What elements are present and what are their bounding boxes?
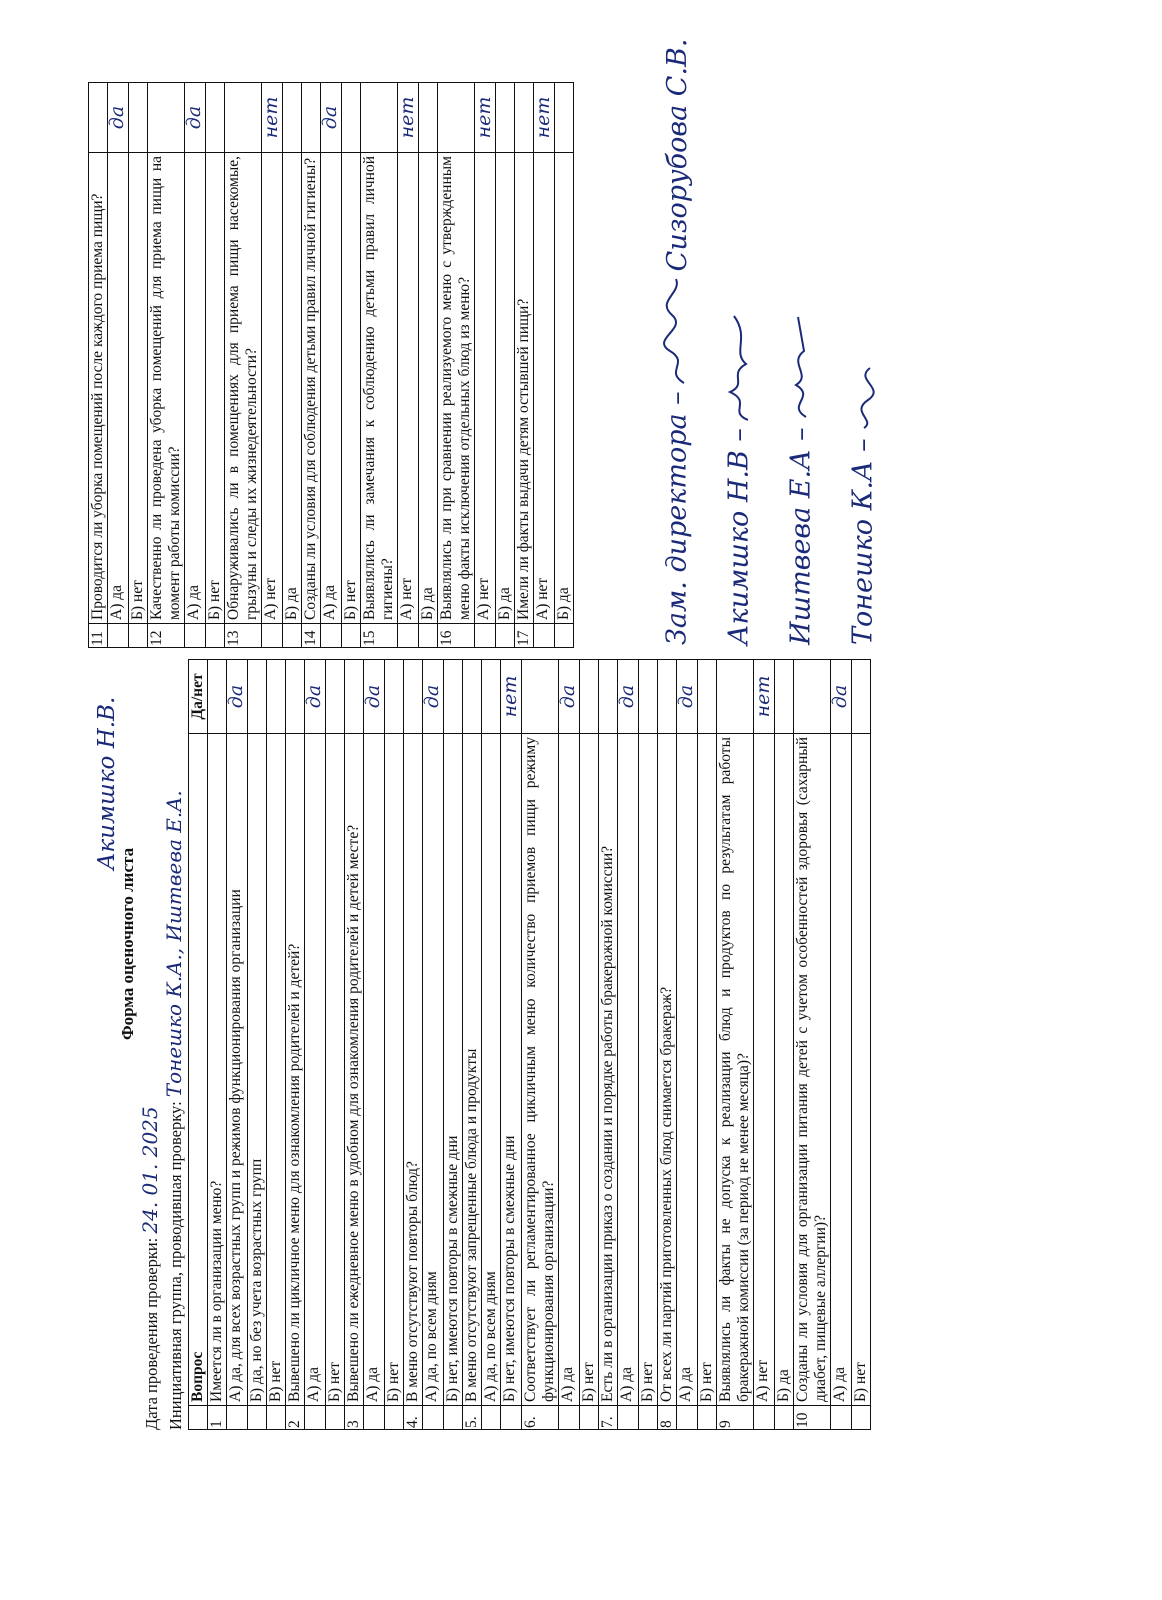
row-answer-cell (321, 83, 342, 153)
row-question: А) нет (754, 734, 775, 1406)
row-answer-cell (342, 83, 361, 153)
row-answer-cell (423, 660, 444, 734)
table-row (698, 660, 717, 1430)
row-answer-cell (698, 660, 717, 734)
row-number (831, 1406, 852, 1430)
row-answer-cell (775, 660, 794, 734)
row-number: 17 (515, 624, 534, 648)
row-answer: да (616, 684, 638, 709)
inspection-group-line (162, 790, 186, 1430)
table-row (227, 660, 248, 1430)
row-number: 1 (208, 1406, 227, 1430)
table-row (129, 83, 148, 648)
row-question: Б) нет (580, 734, 599, 1406)
row-number: 3 (345, 1406, 364, 1430)
inspection-date-line (138, 1106, 162, 1430)
row-number (496, 624, 515, 648)
row-question: А) да, по всем дням (423, 734, 444, 1406)
row-number: 13 (225, 624, 262, 648)
row-question: Соответствует ли регламентированное цикличным меню количество приемов пищи режиму функционирования организации? (522, 734, 559, 1406)
row-answer: да (829, 684, 851, 709)
row-number: 11 (89, 624, 108, 648)
handwritten-signature-mark (846, 322, 882, 432)
handwritten-signature-mark (660, 275, 696, 385)
table-row (345, 660, 364, 1430)
table-row (108, 83, 129, 648)
row-number (185, 624, 206, 648)
row-question: Выявлялись ли факты не допуска к реализации блюд и продуктов по результатам работы бракеражной комиссии (за период не менее месяца)? (717, 734, 754, 1406)
signature-line (660, 39, 696, 645)
table-row (248, 660, 267, 1430)
signature-line (846, 322, 882, 645)
table-header-row (189, 660, 208, 1430)
row-answer-cell (580, 660, 599, 734)
table-row (775, 660, 794, 1430)
row-answer-cell (717, 660, 754, 734)
row-question: Б) нет (326, 734, 345, 1406)
row-number: 14 (302, 624, 321, 648)
table-row (555, 83, 574, 648)
row-question: От всех ли партий приготовленных блюд снимается бракераж? (658, 734, 677, 1406)
row-question: Имеется ли в организации меню? (208, 734, 227, 1406)
row-number (342, 624, 361, 648)
inspection-group-value: Тонешко К.А., Иштвева Е.А. (162, 790, 186, 1098)
row-answer: да (675, 684, 697, 709)
row-answer: нет (396, 96, 418, 139)
row-number: 15 (361, 624, 398, 648)
row-question: А) да, для всех возрастных групп и режимов функционирования организации (227, 734, 248, 1406)
row-answer-cell (326, 660, 345, 734)
row-answer-cell (444, 660, 463, 734)
row-number (559, 1406, 580, 1430)
table-row (639, 660, 658, 1430)
row-question: Б) да (419, 153, 438, 624)
row-number: 12 (148, 624, 185, 648)
row-question: Качественно ли проведена уборка помещений для приема пищи на момент работы комиссии? (148, 153, 185, 624)
signature-line (722, 312, 758, 645)
row-number (423, 1406, 444, 1430)
row-answer: да (319, 105, 341, 130)
row-answer-cell (185, 83, 206, 153)
row-question: Б) нет (385, 734, 404, 1406)
table-row (321, 83, 342, 648)
row-answer-cell (129, 83, 148, 153)
row-answer: нет (473, 96, 495, 139)
row-number (248, 1406, 267, 1430)
inspection-date-label: Дата проведения проверки: (142, 1237, 161, 1430)
header-question: Вопрос (189, 734, 208, 1406)
row-number (364, 1406, 385, 1430)
row-question: Б) нет, имеются повторы в смежные дни (444, 734, 463, 1406)
table-row (89, 83, 108, 648)
row-question: Б) нет, имеются повторы в смежные дни (501, 734, 522, 1406)
row-answer-cell (345, 660, 364, 734)
row-question: В меню отсутствуют повторы блюд? (404, 734, 423, 1406)
row-question: Созданы ли условия для организации питания детей с учетом особенностей здоровья (сахарный диабет, пищевые аллергии)? (794, 734, 831, 1406)
row-number: 16 (438, 624, 475, 648)
row-number (206, 624, 225, 648)
table-row (482, 660, 501, 1430)
table-row (658, 660, 677, 1430)
table-row (267, 660, 286, 1430)
signature-text: Тонешко К.А – (847, 438, 879, 645)
row-number: 2 (286, 1406, 305, 1430)
row-question: А) да (108, 153, 129, 624)
row-answer-cell (148, 83, 185, 153)
row-question: Б) да (496, 153, 515, 624)
row-answer-cell (225, 83, 262, 153)
row-question: Есть ли в организации приказ о создании и порядке работы бракеражной комиссии? (599, 734, 618, 1406)
row-question: А) да (364, 734, 385, 1406)
row-number (283, 624, 302, 648)
row-question: Б) нет (206, 153, 225, 624)
table-row (206, 83, 225, 648)
row-number: 5. (463, 1406, 482, 1430)
row-question: А) да (185, 153, 206, 624)
table-row (342, 83, 361, 648)
row-number (227, 1406, 248, 1430)
row-question: Вывешено ли цикличное меню для ознакомления родителей и детей? (286, 734, 305, 1406)
table-row (398, 83, 419, 648)
row-number (444, 1406, 463, 1430)
row-answer: нет (532, 96, 554, 139)
table-row (717, 660, 754, 1430)
table-row (364, 660, 385, 1430)
row-question: А) нет (534, 153, 555, 624)
row-answer-cell (677, 660, 698, 734)
row-question: Б) нет (342, 153, 361, 624)
signature-name: Сизорубова С.В. (661, 38, 693, 272)
row-number (326, 1406, 345, 1430)
header-number (189, 1406, 208, 1430)
row-number (754, 1406, 775, 1430)
row-answer-cell (658, 660, 677, 734)
row-answer-cell (385, 660, 404, 734)
row-question: Б) да (775, 734, 794, 1406)
row-answer-cell (206, 83, 225, 153)
row-question: А) да (559, 734, 580, 1406)
row-answer-cell (852, 660, 871, 734)
table-row (305, 660, 326, 1430)
row-answer-cell (398, 83, 419, 153)
header-answer: Да/нет (189, 660, 208, 734)
handwritten-signature-mark (784, 311, 820, 421)
table-row (286, 660, 305, 1430)
table-row (302, 83, 321, 648)
table-row (326, 660, 345, 1430)
row-question: В меню отсутствуют запрещенные блюда и продукты (463, 734, 482, 1406)
table-row (534, 83, 555, 648)
row-question: Б) нет (698, 734, 717, 1406)
table-row (475, 83, 496, 648)
row-number (852, 1406, 871, 1430)
row-answer-cell (302, 83, 321, 153)
row-answer-cell (599, 660, 618, 734)
row-answer-cell (639, 660, 658, 734)
row-answer-cell (404, 660, 423, 734)
row-answer-cell (831, 660, 852, 734)
row-answer-cell (208, 660, 227, 734)
row-number: 4. (404, 1406, 423, 1430)
inspection-group-label: Инициативная группа, проводившая проверку: (166, 1101, 185, 1430)
row-number (305, 1406, 326, 1430)
row-question: Б) да (555, 153, 574, 624)
row-answer: да (183, 105, 205, 130)
row-number (482, 1406, 501, 1430)
row-number (129, 624, 148, 648)
row-number (262, 624, 283, 648)
table-row (463, 660, 482, 1430)
table-row (852, 660, 871, 1430)
table-row (618, 660, 639, 1430)
row-number: 6. (522, 1406, 559, 1430)
row-number: 8 (658, 1406, 677, 1430)
table-row (515, 83, 534, 648)
row-question: А) да (677, 734, 698, 1406)
row-answer-cell (262, 83, 283, 153)
row-number (775, 1406, 794, 1430)
inspection-group-value-extra: Акимшко Н.В. (94, 696, 120, 870)
row-number: 7. (599, 1406, 618, 1430)
table-row (148, 83, 185, 648)
row-answer-cell (794, 660, 831, 734)
signature-text: Акимшко Н.В – (723, 428, 755, 645)
row-number (321, 624, 342, 648)
row-number (698, 1406, 717, 1430)
row-answer-cell (482, 660, 501, 734)
row-answer: нет (260, 96, 282, 139)
row-number (639, 1406, 658, 1430)
table-row (404, 660, 423, 1430)
table-row (438, 83, 475, 648)
row-answer: нет (752, 675, 774, 718)
row-answer: да (362, 684, 384, 709)
row-number: 10 (794, 1406, 831, 1430)
table-row (599, 660, 618, 1430)
row-question: Б) да (283, 153, 302, 624)
table-row (501, 660, 522, 1430)
table-row (754, 660, 775, 1430)
row-question: А) нет (475, 153, 496, 624)
table-row (385, 660, 404, 1430)
row-answer-cell (364, 660, 385, 734)
table-row (559, 660, 580, 1430)
row-number (398, 624, 419, 648)
row-answer-cell (559, 660, 580, 734)
row-answer-cell (463, 660, 482, 734)
signature-line (784, 311, 820, 645)
inspection-date-value: 24. 01. 2025 (138, 1106, 162, 1234)
row-answer-cell (283, 83, 302, 153)
row-question: Проводится ли уборка помещений после каждого приема пищи? (89, 153, 108, 624)
row-question: Б) да, но без учета возрастных групп (248, 734, 267, 1406)
row-question: Б) нет (852, 734, 871, 1406)
table-row (262, 83, 283, 648)
signature-text: Зам. директора – (661, 391, 693, 645)
table-row (419, 83, 438, 648)
row-question: Б) нет (129, 153, 148, 624)
table-row (794, 660, 831, 1430)
row-answer-cell (108, 83, 129, 153)
row-number (475, 624, 496, 648)
table-row (444, 660, 463, 1430)
row-question: В) нет (267, 734, 286, 1406)
evaluation-table-right (88, 82, 574, 648)
row-answer-cell (286, 660, 305, 734)
row-number: 9 (717, 1406, 754, 1430)
row-question: Б) нет (639, 734, 658, 1406)
signature-text: Иштвева Е.А – (785, 427, 817, 645)
row-number (534, 624, 555, 648)
row-answer-cell (419, 83, 438, 153)
table-row (580, 660, 599, 1430)
row-number (501, 1406, 522, 1430)
table-row (677, 660, 698, 1430)
row-question: А) нет (398, 153, 419, 624)
row-number (108, 624, 129, 648)
table-row (831, 660, 852, 1430)
row-answer-cell (267, 660, 286, 734)
row-answer: да (557, 684, 579, 709)
row-number (555, 624, 574, 648)
row-question: А) да (831, 734, 852, 1406)
row-answer-cell (475, 83, 496, 153)
row-number (618, 1406, 639, 1430)
row-number (677, 1406, 698, 1430)
row-answer: да (303, 684, 325, 709)
row-answer-cell (248, 660, 267, 734)
row-answer-cell (534, 83, 555, 153)
row-question: А) нет (262, 153, 283, 624)
table-row (208, 660, 227, 1430)
table-row (361, 83, 398, 648)
row-answer-cell (522, 660, 559, 734)
row-question: Созданы ли условия для соблюдения детьми правил личной гигиены? (302, 153, 321, 624)
table-row (185, 83, 206, 648)
row-question: Выявлялись ли при сравнении реализуемого меню с утвержденным меню факты исключения отдельных блюд из меню? (438, 153, 475, 624)
row-answer: да (106, 105, 128, 130)
row-number (385, 1406, 404, 1430)
table-row (225, 83, 262, 648)
row-answer-cell (618, 660, 639, 734)
row-answer-cell (501, 660, 522, 734)
row-question: Выявлялись ли замечания к соблюдению детьми правил личной гигиены? (361, 153, 398, 624)
row-question: А) да (321, 153, 342, 624)
row-answer-cell (754, 660, 775, 734)
row-answer: да (225, 684, 247, 709)
table-row (522, 660, 559, 1430)
row-answer: нет (499, 675, 521, 718)
row-question: А) да (618, 734, 639, 1406)
row-question: Вывешено ли ежедневное меню в удобном для ознакомления родителей и детей месте? (345, 734, 364, 1406)
row-answer-cell (515, 83, 534, 153)
form-title: Форма оценочного листа (118, 847, 137, 1040)
row-question: А) да (305, 734, 326, 1406)
row-question: Имели ли факты выдачи детям остывшей пищи? (515, 153, 534, 624)
row-number (580, 1406, 599, 1430)
row-answer-cell (227, 660, 248, 734)
table-row (496, 83, 515, 648)
row-answer-cell (496, 83, 515, 153)
row-number (419, 624, 438, 648)
row-answer-cell (361, 83, 398, 153)
table-row (283, 83, 302, 648)
row-answer: да (421, 684, 443, 709)
evaluation-table-left (188, 659, 871, 1430)
row-answer-cell (555, 83, 574, 153)
table-row (423, 660, 444, 1430)
row-answer-cell (438, 83, 475, 153)
row-number (267, 1406, 286, 1430)
row-answer-cell (89, 83, 108, 153)
handwritten-signature-mark (722, 312, 758, 422)
row-question: А) да, по всем дням (482, 734, 501, 1406)
row-answer-cell (305, 660, 326, 734)
row-question: Обнаруживались ли в помещениях для приема пищи насекомые, грызуны и следы их жизнедеятельности? (225, 153, 262, 624)
